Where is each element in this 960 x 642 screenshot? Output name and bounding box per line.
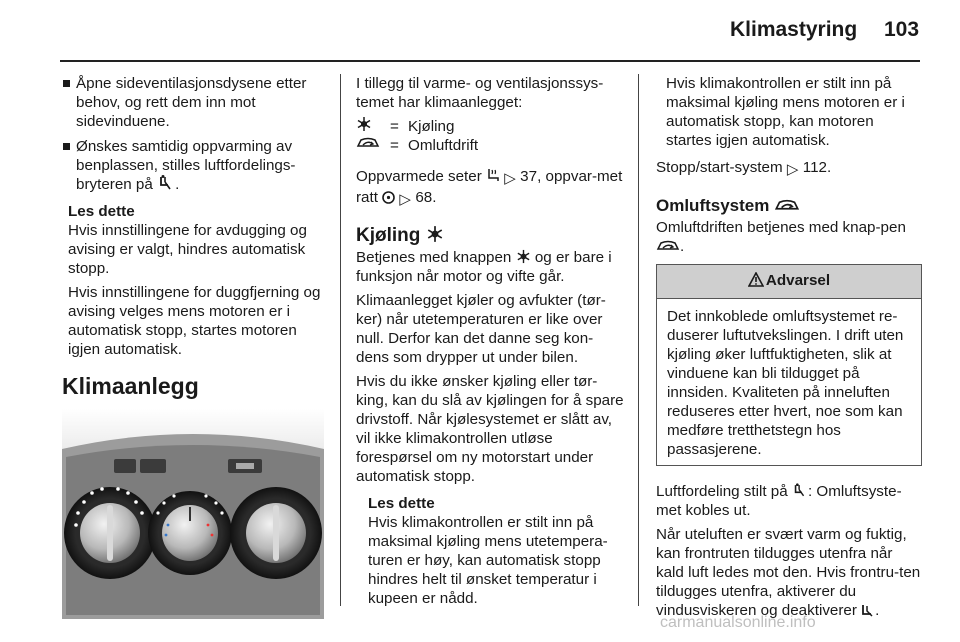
body-text: Omluftdriften betjenes med knap-pen .: [656, 219, 906, 255]
warning-box: [656, 264, 922, 466]
intro-text: I tillegg til varme- og ventilasjonssys-temet har klimaanlegget:: [356, 75, 604, 111]
defrost-footwell-icon: [861, 603, 875, 617]
bullet-text: Åpne sideventilasjonsdysene etter behov, og rett dem inn mot sidevinduene.: [76, 75, 307, 130]
bullet-item: Ønskes samtidig oppvarming av benplassen, stilles luftfordelings-bryteren på .: [62, 137, 324, 194]
footwell-airflow-icon: [792, 483, 808, 498]
section-heading-kjoling: Kjøling: [356, 225, 624, 246]
warning-header: [657, 265, 921, 299]
page-ref-arrow-icon: ▷: [786, 161, 799, 178]
definition-row-cooling: = Kjøling: [356, 117, 624, 136]
watermark-text: carmanualsonline.info: [660, 614, 816, 631]
note-label: Les dette: [368, 495, 435, 512]
definition-text: Omluftdrift: [408, 137, 479, 154]
body-text: Luftfordeling stilt på : Omluftsyste-met kobles ut.: [656, 483, 902, 519]
warning-title: Advarsel: [765, 272, 831, 289]
page-ref-arrow-icon: ▷: [504, 170, 516, 187]
page-header-title: Klimastyring: [730, 18, 858, 41]
column-2: [356, 74, 624, 613]
page-ref-arrow-icon: ▷: [399, 191, 412, 208]
section-heading-klimaanlegg: Klimaanlegg: [62, 373, 199, 399]
note-box: [356, 494, 624, 608]
definition-row-recirculation: = Omluftdrift: [356, 136, 624, 155]
body-text: Stopp/start-system ▷ 112.: [656, 159, 832, 178]
body-text: Hvis du ikke ønsker kjøling eller tør-king, kan du slå av kjølingen for å spare drivstoff. Når kjølesystemet er slått av, vil ikke klimakontrollen utløse forespørsel om ny motorstart under automatisk stopp.: [356, 373, 624, 485]
page-number: 103: [884, 18, 920, 41]
snowflake-icon: [426, 225, 444, 243]
snowflake-icon: [516, 249, 531, 264]
recirculation-car-icon: [356, 136, 380, 150]
column-divider: [638, 74, 639, 606]
warning-text: Det innkoblede omluftsystemet re-duserer luftutvekslingen. I drift uten kjøling øker luftfuktigheten, slik at vinduene kan bli tildugget på innsiden. Kvaliteten på inneluften reduseres etter hvert, noe som kan medføre tretthetstegn hos passasjerene.: [667, 308, 904, 458]
bullet-item: [62, 74, 324, 131]
definition-text: Kjøling: [408, 118, 455, 135]
body-text: Hvis klimakontrollen er stilt inn på maksimal kjøling mens motoren er i automatisk stopp, kan motoren startes igjen automatisk.: [666, 75, 905, 149]
body-text: Klimaanlegget kjøler og avfukter (tør-ker) når utetemperaturen er like over null. Derfor kan det danne seg kon-dens som drypper ut under bilen.: [356, 292, 606, 366]
bullet-text: Ønskes samtidig oppvarming av benplassen, stilles luftfordelings-bryteren på: [76, 138, 296, 193]
bullet-square-icon: [63, 143, 70, 150]
note-text: Hvis klimakontrollen er stilt inn på maksimal kjøling mens utetempera-turen er høy, kan automatisk stopp hindres helt til ønsket temperatur i kupeen er nådd.: [368, 514, 608, 607]
header-rule: [60, 60, 920, 62]
note-label: Les dette: [68, 203, 135, 220]
bullet-square-icon: [63, 80, 70, 87]
footwell-airflow-icon: [157, 175, 175, 191]
column-1: [62, 74, 324, 619]
recirculation-car-icon: [774, 198, 800, 213]
heated-steering-wheel-icon: [382, 191, 395, 204]
body-text: Betjenes med knappen og er bare i funksjon når motor og vifte går.: [356, 249, 612, 285]
snowflake-icon: [356, 116, 372, 132]
recirculation-car-icon: [656, 239, 680, 253]
column-divider: [340, 74, 341, 606]
heated-seat-icon: [486, 168, 500, 183]
column-3: [656, 74, 922, 625]
section-heading-omluftsystem: Omluftsystem: [656, 195, 922, 216]
body-text: Når uteluften er svært varm og fuktig, kan frontruten tildugges utenfra når kald luft ledes mot den. Hvis frontru-ten tildugges utenfra, aktiverer du vindusviskeren og deaktiverer .: [656, 526, 921, 619]
note-text: Hvis innstillingene for duggfjerning og avising velges mens motoren er i automatisk stopp, startes motoren igjen automatisk.: [68, 284, 321, 358]
warning-triangle-icon: [748, 272, 764, 287]
note-text: Hvis innstillingene for avdugging og avising er valgt, hindres automatisk stopp.: [68, 222, 307, 277]
seats-reference-text: Oppvarmede seter ▷ 37, oppvar-met ratt ▷ 68.: [356, 168, 623, 208]
climate-control-panel-photo: [62, 409, 324, 619]
note-box: [62, 202, 324, 359]
